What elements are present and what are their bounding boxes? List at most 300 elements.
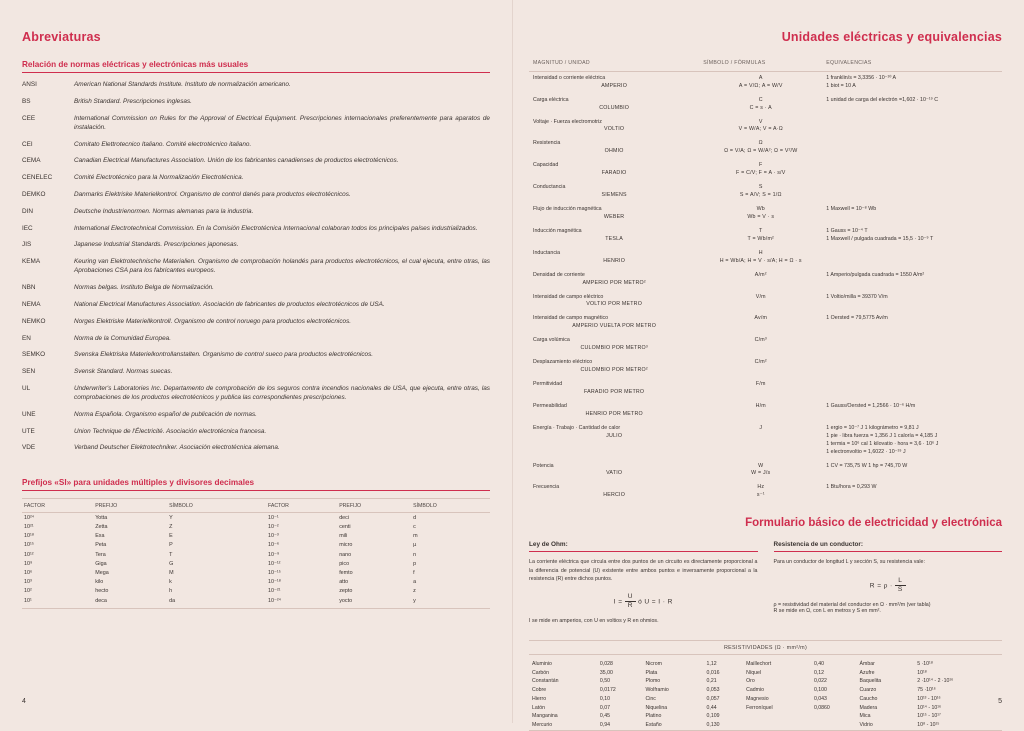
resistividad-material: Magnesio: [746, 695, 769, 702]
conductor-fraction-numerator: L: [895, 577, 906, 586]
prefix-symbol-2: d: [413, 514, 417, 521]
prefix-factor-1: 10²: [24, 588, 32, 595]
units-equivalence-cell: [822, 291, 1002, 313]
prefix-symbol-1: Y: [169, 514, 173, 521]
prefix-name-1: Zetta: [95, 524, 108, 531]
prefix-factor-2: 10⁻¹⁵: [267, 569, 281, 576]
units-magnitude-name: Inductancia: [533, 249, 561, 256]
ohm-fraction-numerator: U: [625, 593, 636, 602]
units-magnitude-cell: [529, 291, 699, 313]
resistividad-material: Mercurio: [532, 722, 553, 729]
resistividad-valor: 0,94: [599, 722, 610, 729]
resistividad-material: Cinc: [645, 695, 656, 702]
units-magnitude-name: Capacidad: [533, 162, 559, 169]
abbreviation-row: [22, 283, 490, 300]
resistividad-row: [529, 686, 1002, 695]
units-magnitude-name: Conductancia: [533, 184, 566, 191]
prefix-name-2: zepto: [339, 588, 353, 595]
units-magnitude-cell: [529, 225, 699, 247]
units-unit-name: FARADIO POR METRO: [584, 388, 645, 395]
prefix-factor-1: 10²⁴: [24, 514, 35, 521]
ley-de-ohm-note: I se mide en amperios, con U en voltios y R en ohmios.: [529, 618, 659, 625]
prefix-header-simbolo-2: SÍMBOLO: [411, 499, 490, 513]
resistividad-row: [529, 712, 1002, 721]
prefix-header-simbolo-1: SÍMBOLO: [167, 499, 246, 513]
units-header-equivalencias: EQUIVALENCIAS: [822, 60, 1002, 71]
resistividad-material: Ferroníquel: [746, 704, 773, 711]
resistividad-valor: 0,043: [813, 695, 827, 702]
resistividad-valor: 0,12: [813, 669, 825, 676]
units-magnitude-name: Potencia: [533, 462, 554, 469]
prefix-header-prefijo-2: PREFIJO: [337, 499, 411, 513]
units-equivalence-line: 1 biot = 10 A: [826, 82, 856, 89]
prefix-gap: [246, 532, 266, 541]
abbreviation-row: [22, 367, 490, 384]
prefix-factor-2: 10⁻²: [267, 524, 279, 531]
page-title-unidades: Unidades eléctricas y equivalencias: [781, 30, 1002, 44]
units-symbol: F: [759, 162, 763, 169]
page-title-abreviaturas: Abreviaturas: [22, 30, 101, 44]
ley-de-ohm-formula: [529, 593, 758, 610]
units-magnitude-cell: [529, 312, 699, 334]
prefix-row: [22, 541, 490, 550]
units-unit-name: AMPERIO: [601, 82, 628, 89]
units-row: [529, 291, 1002, 313]
prefix-gap: [246, 541, 266, 550]
units-equivalence-cell: [822, 116, 1002, 138]
abbreviation-row: [22, 114, 490, 140]
resistividad-valor: [811, 721, 857, 730]
prefix-symbol-2: p: [413, 560, 417, 567]
units-formula: A = V/Ω; A = W/V: [738, 82, 783, 89]
units-symbol-cell: [699, 291, 822, 313]
ohm-fraction-denominator: R: [627, 602, 633, 610]
formulario-title: Formulario básico de electricidad y electrónica: [745, 517, 1002, 530]
prefix-row: [22, 522, 490, 531]
units-unit-name: VOLTIO: [604, 126, 625, 133]
units-symbol: H: [758, 249, 763, 256]
units-magnitude-name: Desplazamiento eléctrico: [533, 359, 593, 366]
units-row: [529, 203, 1002, 225]
units-magnitude-cell: [529, 269, 699, 291]
prefix-gap: [246, 513, 266, 523]
units-symbol-cell: [699, 334, 822, 356]
resistividad-valor: 0,44: [706, 704, 717, 711]
conductor-formula-left: R = ρ ·: [869, 581, 893, 589]
resistividad-valor: 0,057: [706, 695, 720, 702]
units-header-magnitud: MAGNITUD / UNIDAD: [529, 60, 699, 71]
abbreviation-key: JIS: [22, 241, 32, 249]
prefix-symbol-2: y: [413, 597, 416, 604]
prefix-row: [22, 568, 490, 577]
abbreviation-row: [22, 140, 490, 157]
units-equivalence-line: 1 CV = 735,75 W 1 hp = 745,70 W: [826, 462, 908, 469]
resistividad-valor: 0,40: [813, 660, 825, 667]
units-magnitude-cell: [529, 481, 699, 503]
prefix-name-1: deca: [95, 597, 107, 604]
units-formula: Ω = V/A; Ω = W/A²; Ω = V²/W: [724, 148, 798, 155]
resistividad-valor: 0,50: [599, 678, 610, 685]
units-magnitude-cell: [529, 94, 699, 116]
abbreviation-row: [22, 80, 490, 97]
prefix-name-2: deci: [339, 514, 350, 521]
left-page: [0, 0, 512, 723]
resistividad-valor: 0,016: [706, 669, 720, 676]
units-magnitude-name: Voltaje · Fuerza electromotriz: [533, 118, 602, 125]
resistividad-material: Cobre: [532, 687, 547, 694]
units-symbol: W: [758, 462, 764, 469]
resistividad-material: Manganina: [532, 713, 558, 720]
prefix-symbol-1: da: [169, 597, 176, 604]
units-symbol-cell: [699, 137, 822, 159]
prefix-symbol-1: P: [169, 542, 173, 549]
abbreviation-definition: Norges Elektriske Materiellkontroll. Organismo de control noruego para productos electrotécnicos.: [74, 317, 352, 325]
prefix-header-factor-1: FACTOR: [22, 499, 93, 513]
prefix-name-2: atto: [339, 579, 349, 586]
units-unit-name: WEBER: [603, 213, 625, 220]
resistividad-valor: 0,21: [706, 678, 717, 685]
prefix-gap: [246, 550, 266, 559]
abbreviation-definition: British Standard. Prescripciones inglesas.: [74, 97, 192, 105]
units-symbol-cell: [699, 481, 822, 503]
units-row: [529, 356, 1002, 378]
resistividades-title: RESISTIVIDADES (Ω · mm²/m): [529, 640, 1002, 655]
units-formula: T = Wb/m²: [747, 235, 775, 242]
abbreviation-row: [22, 350, 490, 367]
units-symbol: C/m²: [754, 359, 767, 366]
ohm-formula-right: ó U = I · R: [638, 598, 673, 606]
ley-de-ohm-block: [529, 541, 758, 624]
resistividad-valor: 2 ·10¹⁴ - 2 ·10¹⁶: [917, 678, 954, 685]
units-symbol: Ω: [758, 140, 763, 147]
conductor-fraction: [895, 577, 906, 594]
units-symbol-cell: [699, 312, 822, 334]
abbreviation-row: [22, 410, 490, 427]
prefix-symbol-2: n: [413, 551, 417, 558]
units-formula: F = C/V; F = A · s/V: [736, 170, 786, 177]
abbreviation-key: UTE: [22, 427, 35, 435]
prefix-symbol-2: a: [413, 579, 417, 586]
abbreviation-row: [22, 224, 490, 241]
prefix-gap: [246, 559, 266, 568]
units-equivalence-cell: [822, 400, 1002, 422]
abbreviation-row: [22, 257, 490, 283]
resistividad-valor: 0,130: [706, 722, 720, 729]
prefix-name-1: Mega: [95, 569, 109, 576]
units-magnitude-cell: [529, 203, 699, 225]
resistividad-material: Vidrio: [859, 722, 873, 729]
units-magnitude-cell: [529, 356, 699, 378]
resistividad-material: Nicrom: [645, 660, 662, 667]
resistividad-material: Cuarzo: [859, 687, 877, 694]
prefix-name-1: kilo: [95, 579, 104, 586]
units-header-simbolo: SÍMBOLO / FÓRMULAS: [699, 60, 822, 71]
units-equivalence-cell: [822, 481, 1002, 503]
prefix-symbol-1: E: [169, 533, 173, 540]
abbreviation-definition: Comité Electrotécnico para la Normalización Electrotécnica.: [74, 174, 244, 182]
prefix-header-prefijo-1: PREFIJO: [93, 499, 167, 513]
prefix-gap: [246, 578, 266, 587]
units-row: [529, 378, 1002, 400]
units-formula: s⁻¹: [756, 492, 765, 499]
formulario-section: [529, 517, 1002, 730]
units-formula: H = Wb/A; H = V · s/A; H = Ω · s: [719, 257, 802, 264]
prefix-factor-1: 10¹: [24, 597, 32, 604]
units-unit-name: VATIO: [606, 470, 623, 477]
abbreviation-definition: American National Standards Institute. Instituto de normalización americano.: [74, 81, 291, 88]
abbreviation-row: [22, 334, 490, 351]
resistencia-conductor-note: [774, 602, 1003, 614]
resistividad-valor: 0,053: [706, 687, 720, 694]
units-symbol-cell: [699, 400, 822, 422]
units-row: [529, 269, 1002, 291]
units-equivalence-cell: [822, 269, 1002, 291]
abbreviation-row: [22, 97, 490, 114]
units-row: [529, 181, 1002, 203]
units-unit-name: HERCIO: [603, 492, 626, 499]
units-row: [529, 422, 1002, 460]
resistividad-material: Azufre: [859, 669, 875, 676]
abbreviation-key: SEN: [22, 368, 36, 376]
abbreviation-key: BS: [22, 97, 31, 105]
resistividad-valor: 10¹⁵ - 10¹⁷: [917, 713, 941, 720]
resistividad-material: Ámbar: [859, 660, 875, 667]
units-equivalence-line: 1 franklin/s = 3,3356 · 10⁻¹⁰ A: [826, 74, 897, 81]
abbreviation-key: NEMKO: [22, 317, 46, 325]
abbreviation-row: [22, 317, 490, 334]
units-unit-name: SIEMENS: [601, 192, 627, 199]
prefix-symbol-1: h: [169, 588, 173, 595]
prefix-header-row: [22, 499, 490, 513]
units-unit-name: CULOMBIO POR METRO²: [580, 367, 648, 374]
abbreviation-definition: Norma de la Comunidad Europea.: [74, 334, 171, 342]
abbreviation-definition: Union Technique de l'Électricité. Asociación electrotécnica francesa.: [74, 427, 267, 435]
units-formula: Wb = V · s: [747, 213, 775, 220]
units-equivalence-line: 1 Voltio/milla = 39370 V/m: [826, 293, 888, 300]
abbreviation-key: DEMKO: [22, 190, 46, 198]
units-symbol: J: [759, 424, 763, 431]
abbreviation-row: [22, 190, 490, 207]
resistividad-row: [529, 677, 1002, 686]
resistividad-valor: 0,45: [599, 713, 610, 720]
resistividad-valor: 0,0860: [813, 704, 830, 711]
abbreviation-definition: Canadian Electrical Manufactures Association. Unión de los fabricantes canadienses de productos electrotécnicos.: [74, 157, 399, 165]
abbreviation-definition: Norma Española. Organismo español de publicación de normas.: [74, 410, 257, 418]
resistividad-row: [529, 695, 1002, 704]
units-magnitude-cell: [529, 378, 699, 400]
resistividad-valor: 0,022: [813, 678, 827, 685]
subtitle-normas: Relación de normas eléctricas y electrónicas más usuales: [22, 60, 490, 73]
resistividad-valor: 10¹³ - 10¹⁶: [917, 695, 941, 702]
abbreviation-row: [22, 240, 490, 257]
resistividad-material: Plata: [645, 669, 658, 676]
units-symbol-cell: [699, 269, 822, 291]
units-row: [529, 71, 1002, 93]
units-equivalence-cell: [822, 181, 1002, 203]
prefix-name-1: Exa: [95, 533, 105, 540]
abbreviation-definition: Svensk Standard. Normas suecas.: [74, 368, 173, 376]
units-equivalence-line: 1 pie · libra fuerza = 1,356 J 1 caloría = 4,185 J: [826, 432, 938, 439]
abbreviation-key: ANSI: [22, 81, 37, 88]
units-unit-name: AMPERIO VUELTA POR METRO: [572, 323, 657, 330]
prefix-header-gap: [246, 499, 266, 513]
prefix-symbol-1: Z: [169, 524, 173, 531]
units-equivalence-cell: [822, 71, 1002, 93]
prefix-row: [22, 513, 490, 523]
abbreviation-definition: Svenska Elektriska Materielkontrollanstalten. Organismo de control sueco para productos electrotécnicos.: [74, 351, 374, 359]
resistividad-material: Latón: [532, 704, 545, 711]
resistividad-valor: 1,12: [706, 660, 717, 667]
units-formula: W = J/s: [751, 470, 771, 477]
units-magnitude-cell: [529, 247, 699, 269]
prefix-name-1: Yotta: [95, 514, 108, 521]
resistividad-valor: 10¹⁸: [917, 669, 927, 676]
resistividad-material: Baquelita: [859, 678, 882, 685]
units-table: [529, 60, 1002, 503]
prefix-factor-2: 10⁻³: [267, 533, 279, 540]
prefix-row: [22, 532, 490, 541]
units-equivalence-cell: [822, 94, 1002, 116]
resistividad-material: Carbón: [532, 669, 550, 676]
units-symbol-cell: [699, 159, 822, 181]
resistividad-material: Wolframio: [645, 687, 669, 694]
units-equivalence-line: 1 Gauss = 10⁻⁴ T: [826, 227, 868, 234]
prefix-symbol-1: M: [169, 569, 174, 576]
prefix-symbol-2: z: [413, 588, 416, 595]
units-symbol: T: [759, 227, 763, 234]
units-equivalence-cell: [822, 356, 1002, 378]
resistividad-valor: 5 ·10¹⁸: [917, 660, 933, 667]
resistividad-row: [529, 659, 1002, 668]
units-magnitude-name: Intensidad o corriente eléctrica: [533, 74, 606, 81]
units-symbol-cell: [699, 460, 822, 482]
units-magnitude-name: Carga eléctrica: [533, 96, 569, 103]
prefix-name-2: mili: [339, 533, 348, 540]
units-magnitude-cell: [529, 400, 699, 422]
units-equivalence-cell: [822, 460, 1002, 482]
resistividad-valor: 75 ·10¹⁶: [917, 687, 936, 694]
resistividad-material: Aluminio: [532, 660, 552, 667]
units-symbol: Wb: [756, 206, 765, 213]
prefix-name-2: yocto: [339, 597, 353, 604]
prefix-factor-1: 10³: [24, 579, 32, 586]
units-magnitude-cell: [529, 334, 699, 356]
resistividad-material: Niquelina: [645, 704, 668, 711]
prefix-name-1: Peta: [95, 542, 107, 549]
prefix-symbol-2: f: [413, 569, 415, 576]
units-magnitude-cell: [529, 159, 699, 181]
abbreviation-definition: Comitato Elettrotecnico Italiano. Comité electrotécnico italiano.: [74, 140, 252, 148]
units-equivalence-line: 1 Maxwell = 10⁻⁸ Wb: [826, 206, 877, 213]
resistividad-material: [743, 712, 811, 721]
abbreviation-key: NBN: [22, 284, 36, 292]
resistividad-material: Níquel: [746, 669, 762, 676]
prefix-factor-1: 10⁶: [24, 569, 33, 576]
units-symbol-cell: [699, 356, 822, 378]
prefix-factor-2: 10⁻⁶: [267, 542, 280, 549]
prefix-row: [22, 559, 490, 568]
units-symbol: A: [758, 74, 763, 81]
abbreviation-key: UL: [22, 384, 31, 392]
abbreviation-key: EN: [22, 334, 31, 342]
units-equivalence-cell: [822, 137, 1002, 159]
units-row: [529, 247, 1002, 269]
units-magnitude-name: Carga volúmica: [533, 337, 570, 344]
units-equivalence-line: 1 electronvoltio = 1,6022 · 10⁻¹⁹ J: [826, 448, 906, 455]
resistencia-conductor-formula: [774, 577, 1003, 594]
prefix-symbol-2: m: [413, 533, 418, 540]
units-row: [529, 312, 1002, 334]
units-symbol-cell: [699, 378, 822, 400]
units-equivalence-line: 1 Oersted = 79,5775 Av/m: [826, 315, 888, 322]
units-magnitude-cell: [529, 422, 699, 460]
prefix-gap: [246, 522, 266, 531]
units-equivalence-line: 1 unidad de carga del electrón =1,602 · 10⁻¹⁹ C: [826, 96, 939, 103]
units-equivalence-line: 1 Maxwell / pulgada cuadrada = 15,5 · 10⁻⁹ T: [826, 235, 934, 242]
resistividad-material: Madera: [859, 704, 878, 711]
prefix-name-1: hecto: [95, 588, 109, 595]
resistividad-valor: 10⁸ - 10¹⁵: [917, 722, 940, 729]
units-row: [529, 481, 1002, 503]
abbreviation-definition: Keuring van Elektrotechnische Materialien. Organismo de comprobación holandés para productos electrotécnicos, el cual ejecuta, entre otras, las Aprobaciones CSA para los fabricantes europeos.: [74, 258, 490, 275]
abbreviation-definition: International Commission on Rules for the Approval of Electrical Equipment. Prescripciones internacionales preferentemente para aparatos de instalación.: [74, 114, 490, 131]
folio-right: 5: [998, 698, 1002, 705]
ohm-formula-left: I =: [613, 598, 623, 606]
units-unit-name: OHMIO: [604, 148, 624, 155]
prefix-factor-1: 10¹⁸: [24, 533, 35, 540]
units-row: [529, 460, 1002, 482]
resistividad-valor: 10¹⁴ - 10¹⁶: [917, 704, 942, 711]
abbreviation-definition: Japanese Industrial Standards. Prescripciones japonesas.: [74, 241, 239, 249]
prefix-table: [22, 498, 490, 608]
units-equivalence-line: 1 termia = 10⁶ cal 1 kilovatio · hora = 3,6 · 10⁶ J: [826, 440, 939, 447]
resistencia-conductor-heading: Resistencia de un conductor:: [774, 541, 1003, 552]
resistividad-valor: 0,07: [599, 704, 610, 711]
resistividad-material: Plomo: [645, 678, 661, 685]
prefix-symbol-1: T: [169, 551, 173, 558]
units-formula: C = s · A: [749, 104, 772, 111]
resistividad-material: Caucho: [859, 695, 878, 702]
prefix-factor-2: 10⁻¹²: [267, 560, 281, 567]
resistividades-table: [529, 659, 1002, 730]
units-equivalence-cell: [822, 378, 1002, 400]
units-equivalence-line: 1 Btu/hora = 0,293 W: [826, 484, 877, 491]
abbreviation-definition: National Electrical Manufactures Association. Asociación de fabricantes de productos electrotécnicos de USA.: [74, 300, 385, 308]
units-symbol-cell: [699, 71, 822, 93]
units-formula: S = A/V; S = 1/Ω: [739, 192, 782, 199]
abbreviations-table: [22, 80, 490, 460]
prefix-factor-1: 10¹²: [24, 551, 34, 558]
units-magnitude-name: Resistencia: [533, 140, 561, 147]
units-symbol-cell: [699, 116, 822, 138]
units-symbol: V: [758, 118, 763, 125]
resistividad-valor: 0,100: [813, 687, 827, 694]
abbreviation-definition: Normas belgas. Instituto Belga de Normalización.: [74, 284, 214, 292]
units-magnitude-name: Inducción magnética: [533, 227, 582, 234]
prefix-name-2: femto: [339, 569, 353, 576]
units-magnitude-cell: [529, 181, 699, 203]
units-symbol: Hz: [757, 484, 765, 491]
units-row: [529, 94, 1002, 116]
prefix-row: [22, 587, 490, 596]
ohm-fraction: [625, 593, 636, 610]
abbreviation-key: IEC: [22, 224, 33, 232]
units-equivalence-cell: [822, 334, 1002, 356]
resistividad-valor: 0,10: [599, 695, 610, 702]
units-unit-name: AMPERIO POR METRO²: [582, 279, 646, 286]
abbreviation-key: CEE: [22, 114, 36, 122]
units-magnitude-cell: [529, 116, 699, 138]
